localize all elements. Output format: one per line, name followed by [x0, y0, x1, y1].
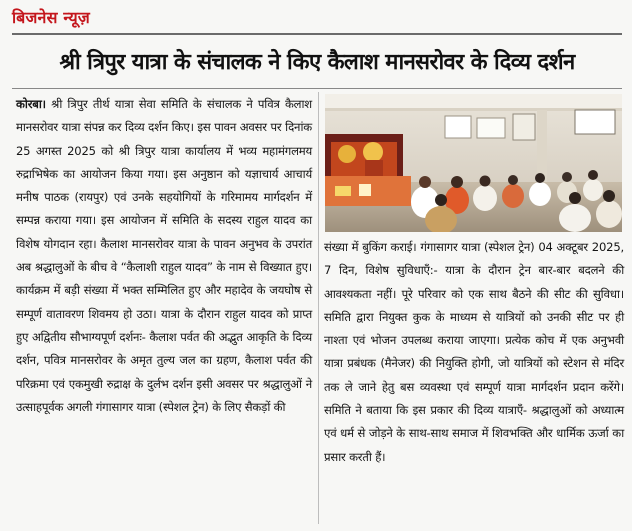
body-text-left: श्री त्रिपुर तीर्थ यात्रा सेवा समिति के संचालक ने पवित्र कैलाश मानसरोवर यात्रा संपन्न कर दिव्य दर्शन किए। इस पावन अवसर पर दिनांक 25 अगस्त 2025 को श्री त्रिपुर यात्रा कार्यालय में भव्य महामंगलमय रुद्राभिषेक का आयोजन किया गया। इस अनुष्ठान को यज्ञाचार्य आचार्य मनीष पाठक (रायपुर) एवं उनके सहयोगियों के गरिमामय मार्गदर्शन में सम्पन्न कराया गया। इस आयोजन में समिति के सदस्य राहुल यादव का विशेष योगदान रहा। कैलाश मानसरोवर यात्रा के पावन अनुभव के उपरांत अब श्रद्धालुओं के बीच वे “कैलाशी राहुल यादव” के नाम से विख्यात हुए। कार्यक्रम में बड़ी संख्या में भक्त सम्मिलित हुए और महादेव के जयघोष से सम्पूर्ण वातावरण शिवमय हो उठा। यात्रा के दौरान राहुल यादव को प्राप्त हुए अद्वितीय सौभाग्यपूर्ण दर्शनः- कैलाश पर्वत की अद्भुत आकृति के दिव्य दर्शन, पवित्र मानसरोवर के अमृत तुल्य जल का ग्रहण, कैलाश पर्वत की परिक्रमा एवं एकमुखी रुद्राक्ष के दुर्लभ दर्शन इसी अवसर पर श्रद्धालुओं ने उत्साहपूर्वक अगली गंगासागर यात्रा (स्पेशल ट्रेन) के लिए सैकड़ों की: [16, 97, 312, 414]
article-column-left: [16, 93, 312, 419]
column-divider: [318, 92, 319, 524]
event-photo: [325, 94, 622, 232]
section-label: बिजनेस न्यूज़: [12, 8, 90, 27]
top-rule: [12, 33, 622, 35]
dateline: कोरबा।: [16, 97, 46, 111]
headline-rule: [12, 88, 622, 89]
article-headline: श्री त्रिपुर यात्रा के संचालक ने किए कैलाश मानसरोवर के दिव्य दर्शन: [59, 50, 575, 75]
article-column-right: संख्या में बुकिंग कराई। गंगासागर यात्रा (स्पेशल ट्रेन) 04 अक्टूबर 2025, 7 दिन, विशेष सुविधाएँ:- यात्रा के दौरान ट्रेन बार-बार बदलने की आवश्यकता नहीं। पूरे परिवार को एक साथ बैठने की सीट की सुविधा। समिति द्वारा नियुक्त कुक के माध्यम से यात्रियों को उनकी सीट पर ही नाश्ता एवं भोजन उपलब्ध कराया जाएगा। प्रत्येक कोच में एक अनुभवी यात्रा प्रबंधक (मैनेजर) की नियुक्ति होगी, जो यात्रियों को स्टेशन से मंदिर तक ले जाने हेतु बस व्यवस्था एवं सम्पूर्ण यात्रा मार्गदर्शन प्रदान करेंगे। समिति ने बताया कि इस प्रकार की दिव्य यात्राएँ- श्रद्धालुओं को अध्यात्म एवं धर्म से जोड़ने के साथ-साथ समाज में शिवभक्ति और धार्मिक ऊर्जा का प्रसार करती हैं।: [324, 240, 624, 464]
